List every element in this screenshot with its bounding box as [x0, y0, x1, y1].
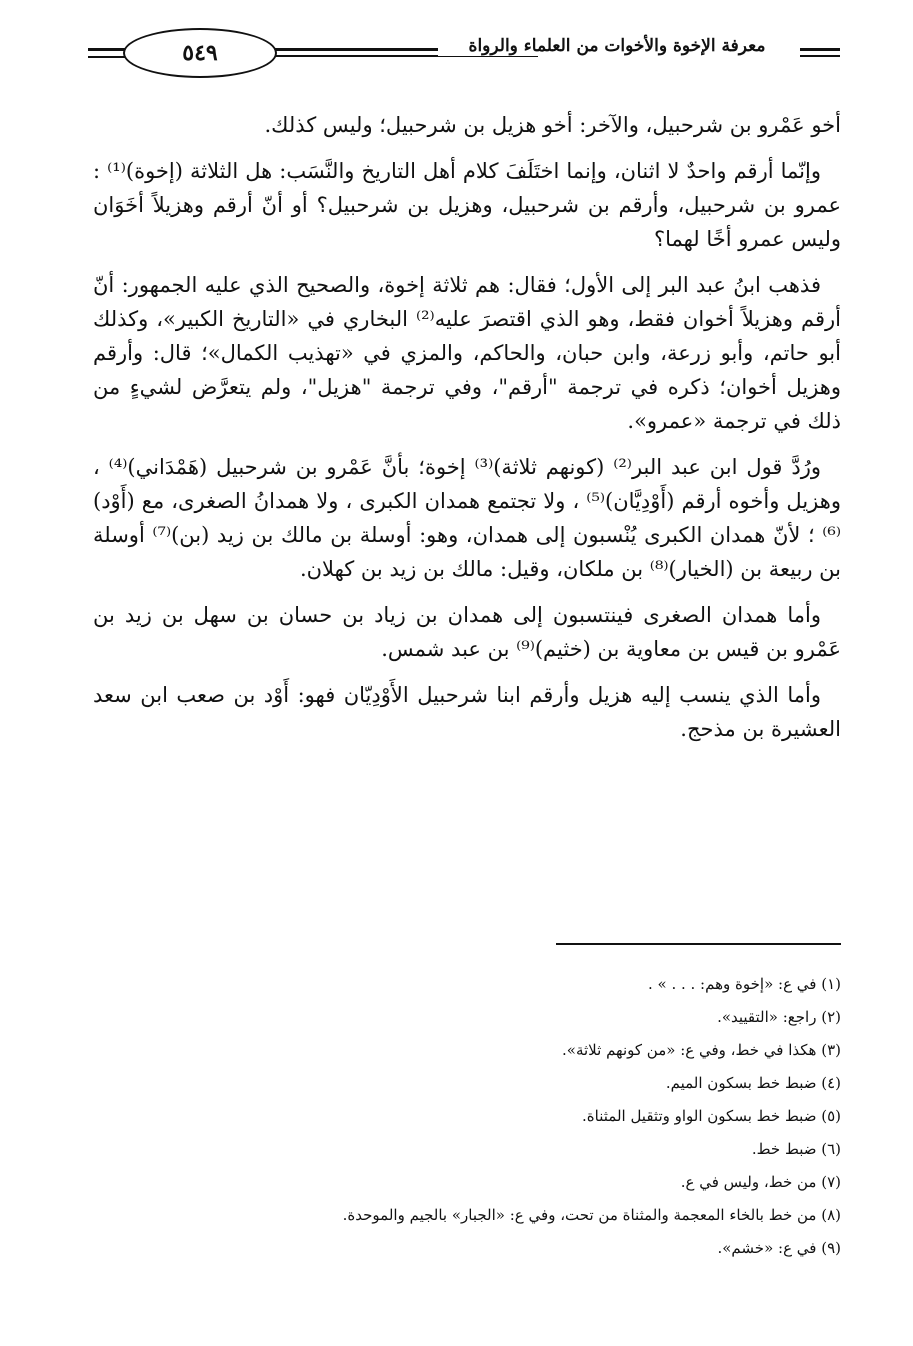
footnote: (١) في ع: «إخوة وهم: . . . » .: [647, 975, 841, 993]
paragraph: ورُدَّ قول ابن عبد البر⁽²⁾ (كونهم ثلاثة)⁽³⁾ إخوة؛ بأنَّ عَمْرو بن شرحبيل (هَمْدَاني)⁽⁴⁾ ، وهزيل وأخوه أرقم (أَوْدِيَّان)⁽⁵⁾ ، ولا تجتمع همدان الكبرى ، ولا همدانُ الصغرى، مع (أَوْد)⁽⁶⁾ ؛ لأنّ همدان الكبرى يُنْسبون إلى همدان، وهو: أوسلة بن مالك بن زيد (بن)⁽⁷⁾ أوسلة بن ربيعة بن (الخيار)⁽⁸⁾ بن ملكان، وقيل: مالك بن زيد بن كهلان.: [93, 455, 841, 581]
paragraph: أخو عَمْرو بن شرحبيل، والآخر: أخو هزيل بن شرحبيل؛ وليس كذلك.: [264, 113, 841, 137]
main-text: [93, 108, 841, 758]
footnote: (٥) ضبط خط بسكون الواو وتثقيل المثناة.: [582, 1107, 841, 1125]
footnote: (٦) ضبط خط.: [751, 1140, 841, 1158]
footnotes: [260, 968, 841, 1265]
footnote: (٨) من خط بالخاء المعجمة والمثناة من تحت، وفي ع: «الجبار» بالجيم والموحدة.: [342, 1206, 841, 1224]
footnote: (٤) ضبط خط بسكون الميم.: [665, 1074, 841, 1092]
paragraph: وإنّما أرقم واحدٌ لا اثنان، وإنما اختَلَفَ كلام أهل التاريخ والنَّسَب: هل الثلاثة (إخوة)⁽¹⁾ : عمرو بن شرحبيل، وأرقم بن شرحبيل، وهزيل بن شرحبيل؟ أو أنّ أرقم وهزيلاً أخَوَان وليس عمرو أخًا لهما؟: [93, 159, 841, 251]
footnote-separator: [556, 943, 841, 945]
running-title: معرفة الإخوة والأخوات من العلماء والرواة: [438, 36, 796, 56]
footnote: (٩) في ع: «خشم».: [717, 1239, 841, 1257]
footnote: (٧) من خط، وليس في ع.: [680, 1173, 841, 1191]
footnote: (٢) راجع: «التقييد».: [717, 1008, 841, 1026]
paragraph: وأما همدان الصغرى فينتسبون إلى همدان بن زياد بن حسان بن سهل بن زيد بن عَمْرو بن قيس بن معاوية بن (خثيم)⁽⁹⁾ بن عبد شمس.: [93, 603, 841, 661]
footnote: (٣) هكذا في خط، وفي ع: «من كونهم ثلاثة».: [562, 1041, 841, 1059]
header-rule: [800, 55, 840, 57]
paragraph: فذهب ابنُ عبد البر إلى الأول؛ فقال: هم ثلاثة إخوة، والصحيح الذي عليه الجمهور: أنّ أرقم وهزيلاً أخوان فقط، وهو الذي اقتصرَ عليه⁽²⁾ البخاري في «التاريخ الكبير»، وكذلك أبو حاتم، وأبو زرعة، وابن حبان، والحاكم، والمزي في «تهذيب الكمال»؛ قال: وأرقم وهزيل أخوان؛ ذكره في ترجمة "أرقم"، وفي ترجمة "هزيل"، ولم يتعرَّض لشيءٍ من ذلك في ترجمة «عمرو».: [93, 273, 841, 433]
header-rule: [800, 48, 840, 51]
paragraph: وأما الذي ينسب إليه هزيل وأرقم ابنا شرحبيل الأَوْدِيّان فهو: أَوْد بن صعب ابن سعد العشيرة بن مذحج.: [93, 683, 841, 741]
page-header: [88, 28, 840, 88]
page-number: ٥٤٩: [123, 28, 277, 78]
